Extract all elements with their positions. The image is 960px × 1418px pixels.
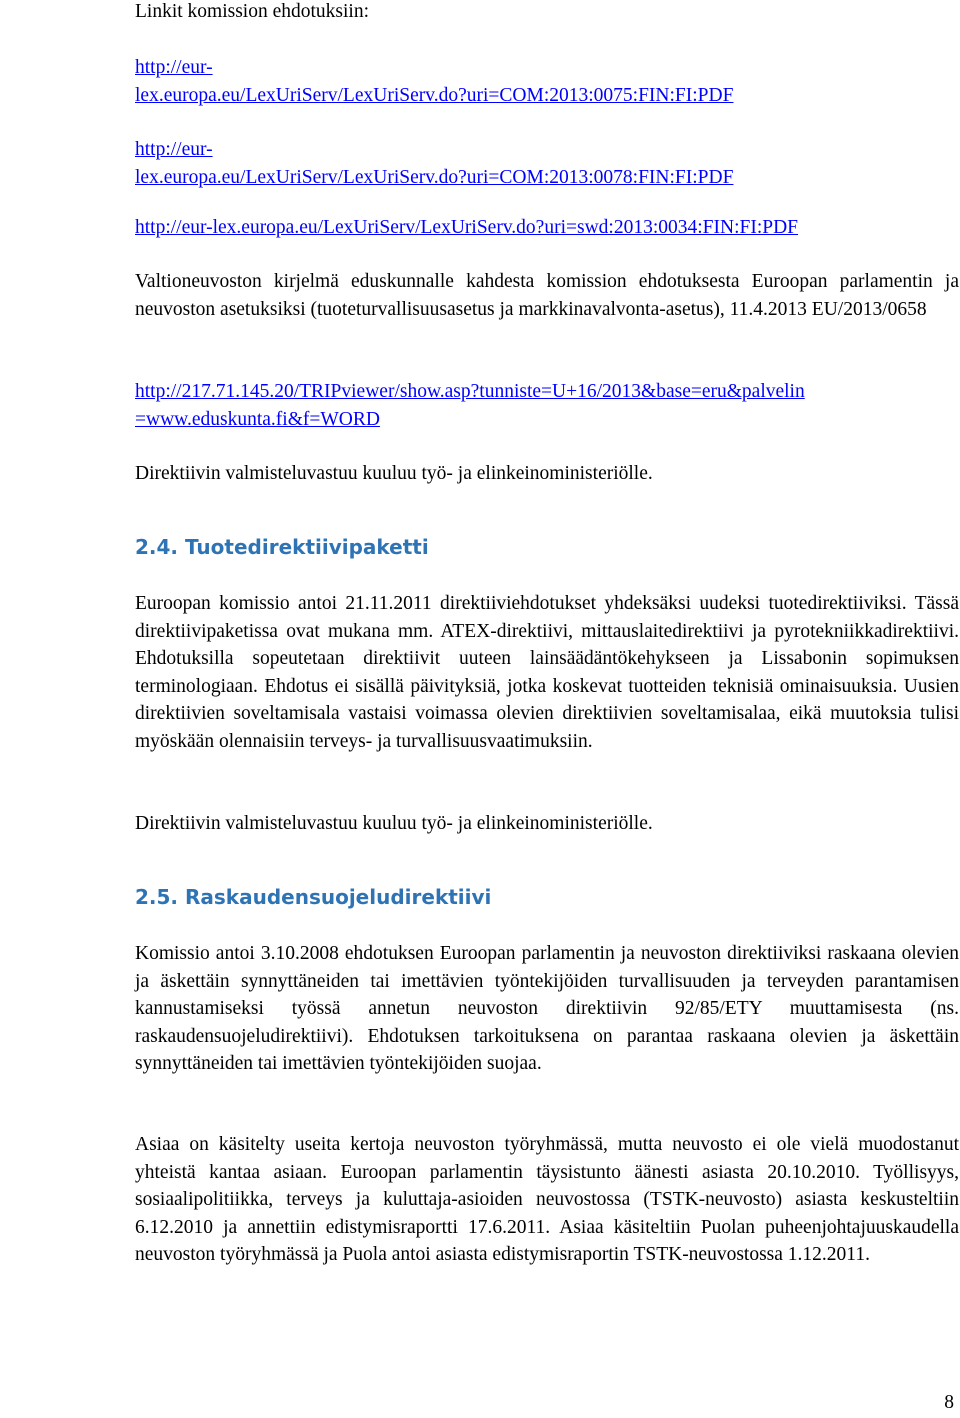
- link-eduskunta-line1[interactable]: http://217.71.145.20/TRIPviewer/show.asp?tunniste=U+16/2013&base=eru&palvelin: [135, 381, 805, 402]
- section-2-5-paragraph-2: Asiaa on käsitelty useita kertoja neuvoston työryhmässä, mutta neuvosto ei ole vielä muodostanut yhteistä kantaa asiaan. Euroopan parlamentin täysistunto äänesti asiasta 20.10.2010. Työllisyys, sosiaalipolitiikka, terveys ja kuluttaja-asioiden neuvostossa (TSTK-neuvosto) asiasta keskusteltiin 6.12.2010 ja annettiin edistymisraportti 17.6.2011. Asiaa käsiteltiin Puolan puheenjohtajuuskaudella neuvoston työryhmässä ja Puola antoi asiasta edistymisraportin TSTK-neuvostossa 1.12.2011.: [135, 1134, 959, 1265]
- link-eduskunta[interactable]: [135, 378, 959, 433]
- responsibility-note-1: Direktiivin valmisteluvastuu kuuluu työ- ja elinkeinoministeriölle.: [135, 463, 653, 484]
- link-com-0075[interactable]: [135, 54, 959, 109]
- link-com-0078-line1[interactable]: http://eur-: [135, 139, 213, 160]
- page-number: 8: [944, 1392, 954, 1413]
- responsibility-note-2: Direktiivin valmisteluvastuu kuuluu työ- ja elinkeinoministeriölle.: [135, 813, 653, 834]
- section-heading-2-4: 2.4. Tuotedirektiivipaketti: [135, 535, 429, 559]
- link-com-0075-line2[interactable]: lex.europa.eu/LexUriServ/LexUriServ.do?uri=COM:2013:0075:FIN:FI:PDF: [135, 84, 734, 106]
- link-swd-0034[interactable]: [135, 214, 959, 242]
- section-2-4-paragraph: Euroopan komissio antoi 21.11.2011 direktiiviehdotukset yhdeksäksi uudeksi tuotedirektiiviksi. Tässä direktiivipaketissa ovat mukana mm. ATEX-direktiivi, mittauslaitedirektiivi ja pyrotekniikkadirektiivi. Ehdotuksilla sopeutetaan direktiivit uuteen lainsäädäntökehykseen ja Lissabonin sopimuksen terminologiaan. Ehdotus ei sisällä päivityksiä, jotka koskevat tuotteiden teknisiä ominaisuuksia. Uusien direktiivien soveltamisala vastaisi voimassa olevien direktiivien soveltamisalaa, eikä muutoksia tulisi myöskään olennaisiin terveys- ja turvallisuusvaatimuksiin.: [135, 593, 959, 752]
- link-swd-0034-text[interactable]: http://eur-lex.europa.eu/LexUriServ/LexUriServ.do?uri=swd:2013:0034:FIN:FI:PDF: [135, 217, 799, 238]
- valtioneuvosto-paragraph: Valtioneuvoston kirjelmä eduskunnalle kahdesta komission ehdotuksesta Euroopan parlamentin ja neuvoston asetuksiksi (tuoteturvallisuusasetus ja markkinavalvonta-asetus), 11.4.2013 EU/2013/0658: [135, 271, 959, 320]
- link-eduskunta-line2[interactable]: =www.eduskunta.fi&f=WORD: [135, 408, 380, 430]
- links-label: Linkit komission ehdotuksiin:: [135, 1, 370, 22]
- link-com-0078-line2[interactable]: lex.europa.eu/LexUriServ/LexUriServ.do?uri=COM:2013:0078:FIN:FI:PDF: [135, 166, 734, 188]
- section-heading-2-5: 2.5. Raskaudensuojeludirektiivi: [135, 885, 492, 909]
- section-2-5-paragraph-1: Komissio antoi 3.10.2008 ehdotuksen Euroopan parlamentin ja neuvoston direktiiviksi raskaana olevien ja äskettäin synnyttäneiden tai imettävien työntekijöiden turvallisuuden ja terveyden parantamisen kannustamiseksi työssä annetun neuvoston direktiivin 92/85/ETY muuttamisesta (ns. raskaudensuojeludirektiivi). Ehdotuksen tarkoituksena on parantaa raskaana olevien ja äskettäin synnyttäneiden tai imettävien työntekijöiden suojaa.: [135, 943, 959, 1074]
- link-com-0075-line1[interactable]: http://eur-: [135, 57, 213, 78]
- link-com-0078[interactable]: [135, 136, 959, 191]
